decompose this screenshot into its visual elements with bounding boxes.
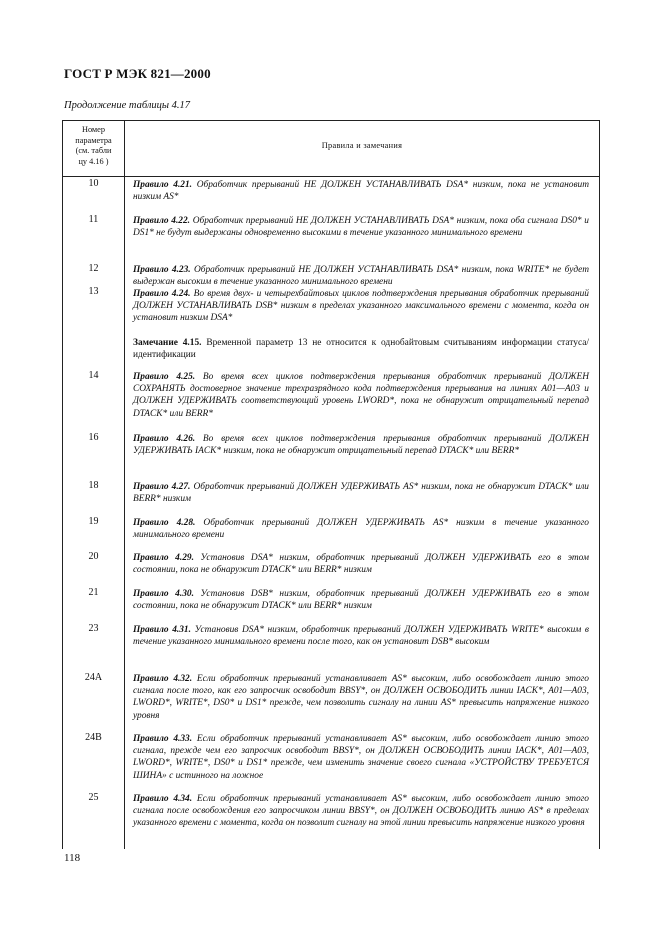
row-text: Правило 4.28. Обработчик прерываний ДОЛЖЕН УДЕРЖИВАТЬ AS* низким в течение указанного минимального времени (133, 518, 589, 541)
row-number: 14 (88, 370, 99, 381)
row-number: 13 (88, 286, 99, 297)
row-number: 21 (88, 587, 99, 598)
rules-table (62, 120, 600, 849)
row-number: 18 (88, 480, 99, 491)
row-text: Правило 4.21. Обработчик прерываний НЕ ДОЛЖЕН УСТАНАВЛИВАТЬ DSA* низким, пока не установит низким AS* (133, 180, 590, 203)
row-text: Правило 4.31. Установив DSA* низким, обработчик прерываний ДОЛЖЕН УДЕРЖИВАТЬ WRITE* высоким в течение указанного минимального времени после того, как он установит DSB* высоким (133, 625, 589, 648)
row-text: Правило 4.33. Если обработчик прерываний устанавливает AS* высоким, либо освобождает линию этого сигнала, прежде чем его запросчик освободит BBSY*, он ДОЛЖЕН ОСВОБОДИТЬ линии IACK*, A01—A03, LWORD*, WRITE*, DS0* и DS1* прежде, чем изменить значение своего сигнала «УСТРОЙСТВУ ТРЕБУЕТСЯ ШИНА» с истинного на ложное (133, 734, 589, 781)
column-header-rules: Правила и замечания (321, 141, 403, 150)
row-number: 24B (85, 732, 102, 743)
row-text: Правило 4.25. Во время всех циклов подтверждения прерывания обработчик прерываний ДОЛЖЕН СОХРАНЯТЬ достоверное значение трехразрядного кода подтверждения прерывания на линиях A01—A03 и ДОЛЖЕН УДЕРЖИВАТЬ соответствующий уровень LWORD*, пока не обнаружит отрицательный перепад DTACK* или BERR* (133, 372, 589, 419)
note-text: Замечание 4.15. Временной параметр 13 не относится к однобайтовым считываниям информации статуса/идентификации (133, 338, 589, 361)
row-number: 12 (88, 263, 99, 274)
row-number: 25 (88, 792, 99, 803)
row-number: 20 (88, 551, 99, 562)
row-number: 24A (84, 672, 103, 683)
row-number: 10 (88, 178, 99, 189)
row-number: 16 (88, 432, 99, 443)
row-number: 23 (88, 623, 99, 634)
row-text: Правило 4.32. Если обработчик прерываний устанавливает AS* высоким, либо освобождает линию этого сигнала после того, как его запросчик освободит BBSY*, он ДОЛЖЕН ОСВОБОДИТЬ линии IACK*, A01—A03, LWORD*, WRITE*, DS0* и DS1* прежде, чем позволить сигналу на линии AS* превысить напряжение низкого уровня (133, 674, 589, 721)
row-text: Правило 4.30. Установив DSB* низким, обработчик прерываний ДОЛЖЕН УДЕРЖИВАТЬ его в этом состоянии, пока не обнаружит DTACK* или BERR* низким (133, 589, 589, 612)
document-header: ГОСТ Р МЭК 821—2000 (64, 66, 211, 81)
row-text: Правило 4.27. Обработчик прерываний ДОЛЖЕН УДЕРЖИВАТЬ AS* низким, пока не обнаружит DTACK* или BERR* низким (133, 482, 589, 505)
row-text: Правило 4.26. Во время всех циклов подтверждения прерывания обработчик прерываний ДОЛЖЕН УДЕРЖИВАТЬ IACK* низким, пока не обнаружит отрицательный перепад DTACK* или BERR* (133, 434, 589, 457)
row-text: Правило 4.29. Установив DSA* низким, обработчик прерываний ДОЛЖЕН УДЕРЖИВАТЬ его в этом состоянии, пока не обнаружит DTACK* или BERR* низким (133, 553, 589, 576)
row-text: Правило 4.34. Если обработчик прерываний устанавливает AS* высоким, либо освобождает линию этого сигнала после освобождения его запросчиком линии BBSY*, он ДОЛЖЕН ОСВОБОДИТЬ линию AS* в пределах указанного времени с момента, когда он позволит сигналу на этой линии превысить напряжение низкого уровня (133, 794, 589, 829)
table-continuation-caption: Продолжение таблицы 4.17 (64, 100, 191, 111)
row-text: Правило 4.24. Во время двух- и четырехбайтовых циклов подтверждения прерывания обработчик прерываний ДОЛЖЕН УСТАНАВЛИВАТЬ DSB* низким в пределах указанного максимального времени с момента, когда он установит низким DSA* (133, 289, 589, 324)
row-number: 19 (88, 516, 99, 527)
column-header-parameter: Номер параметра (см. табли цу 4.16 ) (75, 125, 112, 166)
row-text: Правило 4.23. Обработчик прерываний НЕ ДОЛЖЕН УСТАНАВЛИВАТЬ DSA* низким, пока WRITE* не будет выдержан высоким в течение указанного минимального времени (133, 265, 589, 288)
row-number: 11 (88, 214, 99, 225)
column-separator (124, 121, 125, 849)
page-number: 118 (64, 852, 81, 864)
header-separator (63, 176, 599, 177)
row-text: Правило 4.22. Обработчик прерываний НЕ ДОЛЖЕН УСТАНАВЛИВАТЬ DSA* низким, пока оба сигнала DS0* и DS1* не будут выдержаны одновременно высокими в течение указанного минимального времени (133, 216, 589, 239)
